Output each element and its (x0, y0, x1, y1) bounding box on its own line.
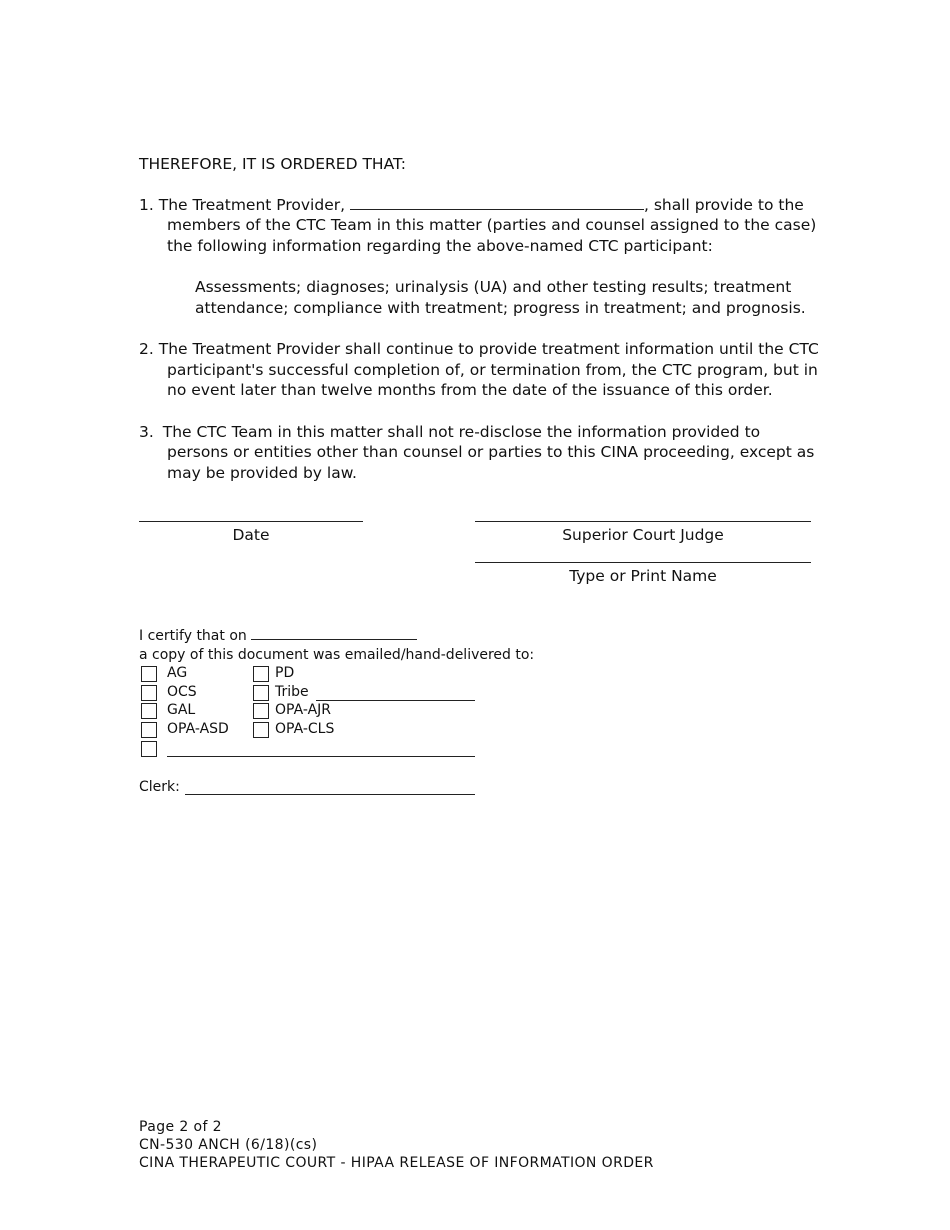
print-name-line[interactable] (475, 562, 811, 563)
other-recipient-line[interactable] (167, 756, 475, 757)
form-id: CN-530 ANCH (6/18)(cs) (139, 1137, 318, 1153)
order-heading: THEREFORE, IT IS ORDERED THAT: (139, 155, 406, 173)
checkbox-pd[interactable] (253, 666, 269, 682)
clerk-label: Clerk: (139, 779, 180, 795)
item-3-line: may be provided by law. (167, 464, 357, 482)
item-2-number: 2. (139, 340, 154, 358)
item-1-prefix: The Treatment Provider, (158, 196, 346, 214)
item-2-first-line (139, 339, 819, 360)
checkbox-other[interactable] (141, 741, 157, 757)
checkbox-tribe[interactable] (253, 685, 269, 701)
judge-signature-line[interactable] (475, 521, 811, 522)
certify-text: I certify that on (139, 628, 247, 644)
treatment-provider-blank[interactable] (350, 195, 644, 210)
item-2-line: no event later than twelve months from the date of the issuance of this order. (167, 381, 773, 399)
page-number: Page 2 of 2 (139, 1119, 222, 1135)
checkbox-ag[interactable] (141, 666, 157, 682)
date-label: Date (232, 526, 270, 544)
info-list-line: attendance; compliance with treatment; progress in treatment; and prognosis. (195, 299, 806, 317)
date-signature-line[interactable] (139, 521, 363, 522)
option-label: OPA-CLS (275, 721, 335, 737)
item-1-first-line (139, 195, 804, 216)
info-list-line: Assessments; diagnoses; urinalysis (UA) and other testing results; treatment (195, 278, 792, 296)
item-1-line: the following information regarding the above-named CTC participant: (167, 237, 713, 255)
certify-line (139, 627, 417, 646)
item-3-line: The CTC Team in this matter shall not re-disclose the information provided to (162, 423, 761, 441)
option-label: PD (275, 665, 295, 681)
option-label: Tribe (275, 684, 309, 700)
item-2-line: participant's successful completion of, or termination from, the CTC program, but in (167, 361, 818, 379)
item-3-number: 3. (139, 423, 154, 441)
item-1-number: 1. (139, 196, 154, 214)
tribe-name-line[interactable] (316, 700, 475, 701)
checkbox-opa-asd[interactable] (141, 722, 157, 738)
option-label: GAL (167, 702, 196, 718)
option-label: OCS (167, 684, 197, 700)
checkbox-opa-cls[interactable] (253, 722, 269, 738)
item-3-line: persons or entities other than counsel or parties to this CINA proceeding, except as (167, 443, 815, 461)
form-title: CINA THERAPEUTIC COURT - HIPAA RELEASE OF INFORMATION ORDER (139, 1155, 654, 1171)
item-1-suffix: , shall provide to the (643, 196, 804, 214)
item-1-line: members of the CTC Team in this matter (parties and counsel assigned to the case) (167, 216, 817, 234)
certify-copy-text: a copy of this document was emailed/hand-delivered to: (139, 647, 535, 663)
clerk-signature-line[interactable] (185, 794, 475, 795)
item-3-first-line (139, 422, 760, 443)
checkbox-gal[interactable] (141, 703, 157, 719)
judge-label: Superior Court Judge (562, 526, 724, 544)
option-label: OPA-ASD (167, 721, 229, 737)
option-label: AG (167, 665, 188, 681)
print-name-label: Type or Print Name (569, 567, 717, 585)
checkbox-ocs[interactable] (141, 685, 157, 701)
checkbox-opa-ajr[interactable] (253, 703, 269, 719)
item-2-line: The Treatment Provider shall continue to provide treatment information until the CTC (158, 340, 819, 358)
certify-date-blank[interactable] (251, 627, 417, 640)
option-label: OPA-AJR (275, 702, 332, 718)
